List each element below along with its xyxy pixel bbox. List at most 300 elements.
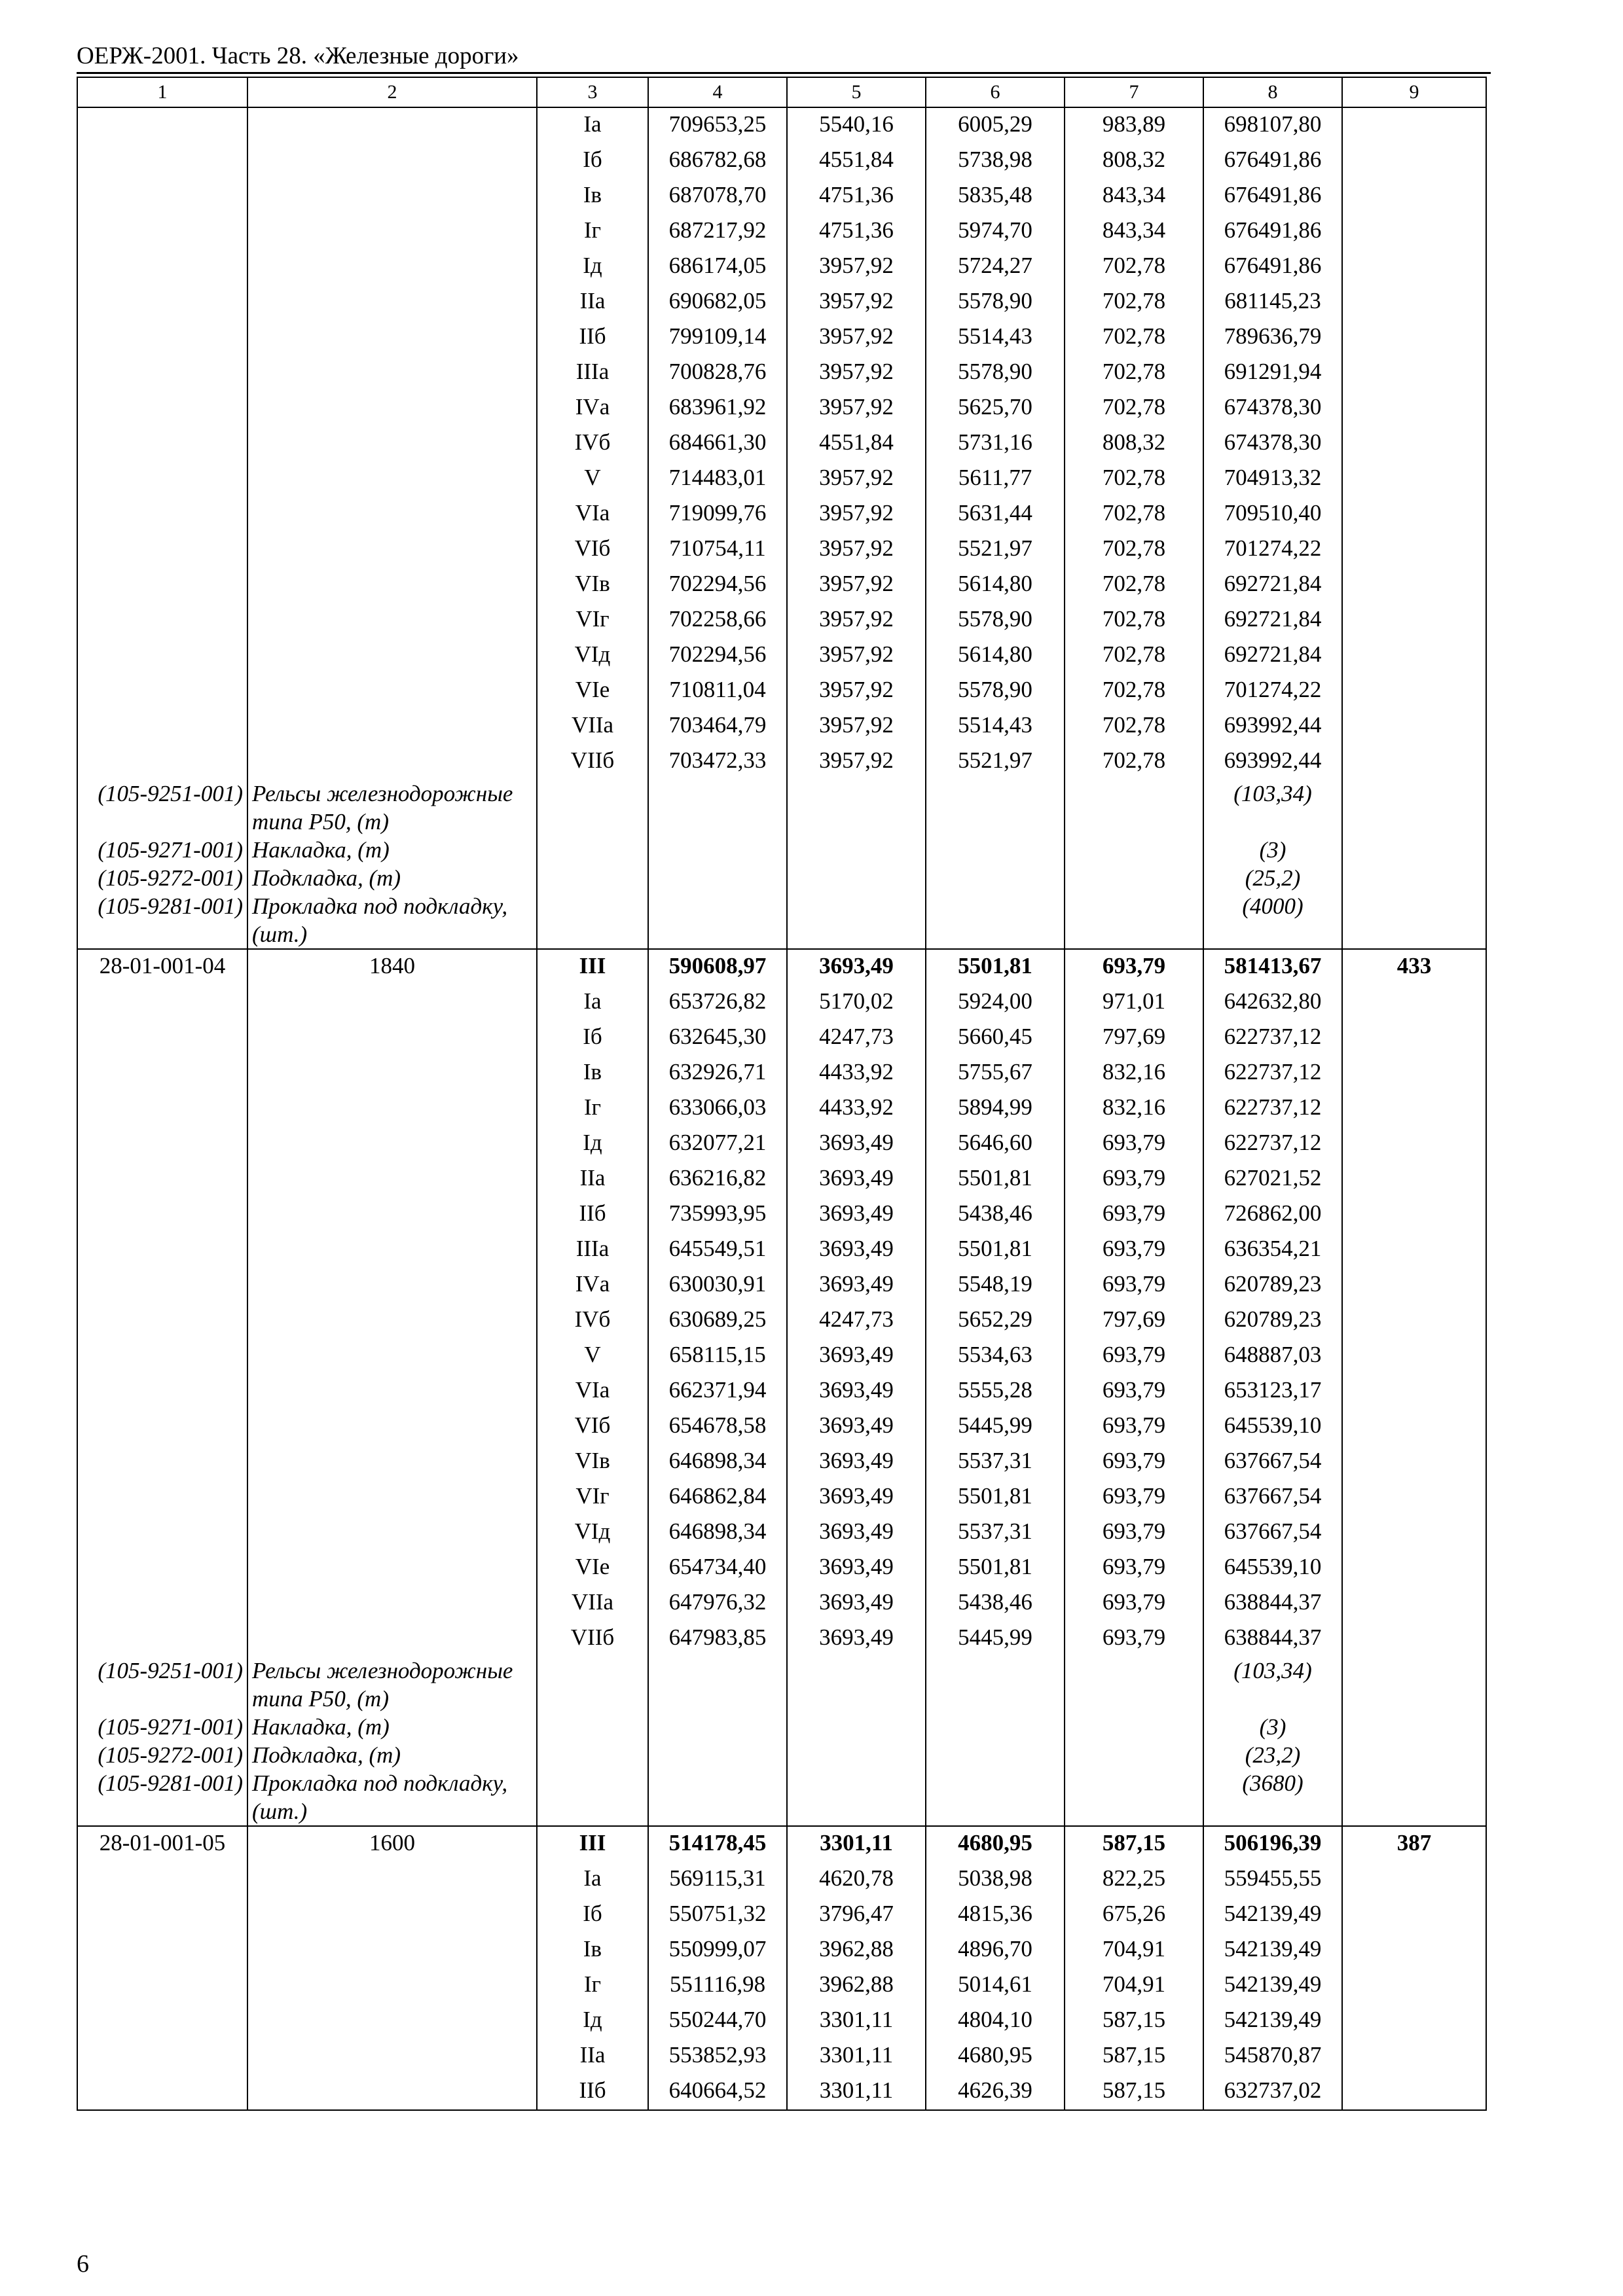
labor-hours-cell (1342, 391, 1486, 426)
rate-code-cell (77, 1862, 247, 1897)
labor-hours-cell (1342, 2003, 1486, 2039)
direct-cost-cell: 551116,98 (648, 1968, 787, 2003)
resource-name-cell: Накладка, (т) (247, 1713, 537, 1741)
empty-cell (1065, 1657, 1203, 1713)
machine-cost-cell: 5501,81 (926, 1480, 1065, 1515)
machinist-wages-cell: 693,79 (1065, 1409, 1203, 1444)
rate-name-cell (247, 1444, 537, 1480)
machine-cost-cell: 5835,48 (926, 179, 1065, 214)
machine-cost-cell: 5614,80 (926, 567, 1065, 603)
direct-cost-cell: 702258,66 (648, 603, 787, 638)
region-cell: IIа (537, 1162, 648, 1197)
empty-cell (926, 780, 1065, 836)
direct-cost-cell: 702294,56 (648, 567, 787, 603)
machine-cost-cell: 5755,67 (926, 1056, 1065, 1091)
rate-name-cell (247, 1897, 537, 1933)
labor-hours-cell (1342, 426, 1486, 461)
table-row (77, 2003, 1486, 2039)
table-row (77, 1197, 1486, 1232)
direct-cost-cell: 646898,34 (648, 1515, 787, 1551)
direct-cost-cell: 640664,52 (648, 2074, 787, 2110)
rate-name-cell (247, 107, 537, 143)
machinist-wages-cell: 704,91 (1065, 1933, 1203, 1968)
machine-cost-cell: 4815,36 (926, 1897, 1065, 1933)
machine-cost-cell: 5438,46 (926, 1586, 1065, 1621)
machinist-wages-cell: 832,16 (1065, 1056, 1203, 1091)
rate-name-cell (247, 1162, 537, 1197)
rate-code-cell (77, 426, 247, 461)
labor-wages-cell: 3693,49 (787, 1338, 926, 1374)
labor-wages-cell: 5540,16 (787, 107, 926, 143)
materials-cost-cell: 638844,37 (1203, 1586, 1342, 1621)
materials-cost-cell: 681145,23 (1203, 285, 1342, 320)
machinist-wages-cell: 587,15 (1065, 2003, 1203, 2039)
labor-hours-cell (1342, 320, 1486, 355)
labor-hours-cell (1342, 1968, 1486, 2003)
materials-cost-cell: 636354,21 (1203, 1232, 1342, 1268)
rate-name-cell (247, 426, 537, 461)
materials-cost-cell: 637667,54 (1203, 1515, 1342, 1551)
materials-cost-cell: 692721,84 (1203, 567, 1342, 603)
empty-cell (648, 1741, 787, 1769)
machine-cost-cell: 4804,10 (926, 2003, 1065, 2039)
empty-cell (787, 1713, 926, 1741)
direct-cost-cell: 569115,31 (648, 1862, 787, 1897)
resource-code-cell: (105-9281-001) (77, 1769, 247, 1826)
table-row (77, 709, 1486, 744)
machinist-wages-cell: 702,78 (1065, 461, 1203, 497)
header-rule (77, 72, 1491, 74)
machine-cost-cell: 5731,16 (926, 426, 1065, 461)
machinist-wages-cell: 693,79 (1065, 1197, 1203, 1232)
direct-cost-cell: 703472,33 (648, 744, 787, 780)
page-header: ОЕРЖ-2001. Часть 28. «Железные дороги» (77, 43, 519, 69)
table-row (77, 1826, 1486, 1862)
empty-cell (648, 892, 787, 949)
empty-cell (1065, 892, 1203, 949)
machinist-wages-cell: 702,78 (1065, 320, 1203, 355)
direct-cost-cell: 658115,15 (648, 1338, 787, 1374)
rate-code-cell (77, 320, 247, 355)
region-cell: Iв (537, 179, 648, 214)
materials-cost-cell: 642632,80 (1203, 985, 1342, 1020)
rate-code-cell (77, 2039, 247, 2074)
machine-cost-cell: 5501,81 (926, 1162, 1065, 1197)
materials-cost-cell: 632737,02 (1203, 2074, 1342, 2110)
table-row (77, 497, 1486, 532)
rate-name-cell (247, 1409, 537, 1444)
labor-hours-cell (1342, 1338, 1486, 1374)
empty-cell (787, 892, 926, 949)
machine-cost-cell: 5578,90 (926, 355, 1065, 391)
labor-wages-cell: 4751,36 (787, 179, 926, 214)
table-row (77, 143, 1486, 179)
page-number: 6 (77, 2250, 89, 2278)
rate-code-cell (77, 567, 247, 603)
direct-cost-cell: 647983,85 (648, 1621, 787, 1657)
empty-cell (648, 780, 787, 836)
materials-cost-cell: 542139,49 (1203, 1968, 1342, 2003)
rate-code-cell (77, 2074, 247, 2110)
labor-wages-cell: 3693,49 (787, 1621, 926, 1657)
empty-cell (1342, 836, 1486, 864)
empty-cell (1065, 836, 1203, 864)
labor-hours-cell (1342, 214, 1486, 249)
materials-cost-cell: 627021,52 (1203, 1162, 1342, 1197)
labor-hours-cell (1342, 285, 1486, 320)
table-row (77, 1897, 1486, 1933)
rate-name-cell (247, 567, 537, 603)
direct-cost-cell: 636216,82 (648, 1162, 787, 1197)
region-cell: VIIа (537, 1586, 648, 1621)
rate-code-cell (77, 461, 247, 497)
labor-wages-cell: 3957,92 (787, 497, 926, 532)
materials-cost-cell: 622737,12 (1203, 1126, 1342, 1162)
region-cell: Iб (537, 1020, 648, 1056)
labor-hours-cell (1342, 1056, 1486, 1091)
rate-name-cell: 1600 (247, 1826, 537, 1862)
materials-cost-cell: 648887,03 (1203, 1338, 1342, 1374)
materials-cost-cell: 581413,67 (1203, 949, 1342, 985)
rate-code-cell (77, 1056, 247, 1091)
empty-cell (926, 1713, 1065, 1741)
empty-cell (648, 1657, 787, 1713)
empty-cell (1342, 1713, 1486, 1741)
materials-cost-cell: 622737,12 (1203, 1020, 1342, 1056)
resource-name-cell: Подкладка, (т) (247, 1741, 537, 1769)
rate-code-cell (77, 1162, 247, 1197)
machinist-wages-cell: 702,78 (1065, 744, 1203, 780)
empty-cell (926, 892, 1065, 949)
region-cell: Iб (537, 143, 648, 179)
table-row (77, 1126, 1486, 1162)
labor-wages-cell: 3796,47 (787, 1897, 926, 1933)
empty-cell (787, 864, 926, 892)
direct-cost-cell: 654734,40 (648, 1551, 787, 1586)
labor-wages-cell: 4433,92 (787, 1056, 926, 1091)
resource-qty-cell: (3) (1203, 836, 1342, 864)
labor-hours-cell (1342, 985, 1486, 1020)
direct-cost-cell: 719099,76 (648, 497, 787, 532)
machine-cost-cell: 5724,27 (926, 249, 1065, 285)
region-cell: IVб (537, 426, 648, 461)
resource-row (77, 864, 1486, 892)
resource-qty-cell: (103,34) (1203, 1657, 1342, 1713)
machinist-wages-cell: 702,78 (1065, 249, 1203, 285)
machinist-wages-cell: 832,16 (1065, 1091, 1203, 1126)
rate-name-cell (247, 603, 537, 638)
table-row (77, 1338, 1486, 1374)
empty-cell (926, 1657, 1065, 1713)
rate-code-cell (77, 1268, 247, 1303)
region-cell: Iд (537, 2003, 648, 2039)
rate-code-cell (77, 249, 247, 285)
rate-code-cell (77, 1515, 247, 1551)
rate-name-cell (247, 143, 537, 179)
rate-code-cell (77, 107, 247, 143)
labor-wages-cell: 3301,11 (787, 2003, 926, 2039)
region-cell: Iа (537, 985, 648, 1020)
table-row (77, 567, 1486, 603)
rate-code-cell (77, 1232, 247, 1268)
empty-cell (1342, 892, 1486, 949)
direct-cost-cell: 710811,04 (648, 673, 787, 709)
labor-wages-cell: 3693,49 (787, 1197, 926, 1232)
materials-cost-cell: 622737,12 (1203, 1091, 1342, 1126)
rate-code-cell (77, 214, 247, 249)
materials-cost-cell: 676491,86 (1203, 179, 1342, 214)
empty-cell (1342, 1769, 1486, 1826)
materials-cost-cell: 692721,84 (1203, 603, 1342, 638)
labor-hours-cell (1342, 673, 1486, 709)
rate-name-cell (247, 1338, 537, 1374)
table-row (77, 285, 1486, 320)
machinist-wages-cell: 693,79 (1065, 1515, 1203, 1551)
labor-wages-cell: 3693,49 (787, 1444, 926, 1480)
resource-row (77, 1713, 1486, 1741)
rate-name-cell (247, 1056, 537, 1091)
machinist-wages-cell: 587,15 (1065, 2039, 1203, 2074)
labor-wages-cell: 5170,02 (787, 985, 926, 1020)
empty-cell (1065, 864, 1203, 892)
rate-name-cell (247, 461, 537, 497)
machine-cost-cell: 5537,31 (926, 1515, 1065, 1551)
machine-cost-cell: 5548,19 (926, 1268, 1065, 1303)
labor-hours-cell (1342, 1126, 1486, 1162)
empty-cell (537, 780, 648, 836)
rate-name-cell (247, 391, 537, 426)
resource-code-cell: (105-9271-001) (77, 1713, 247, 1741)
rate-name-cell (247, 673, 537, 709)
machinist-wages-cell: 983,89 (1065, 107, 1203, 143)
direct-cost-cell: 735993,95 (648, 1197, 787, 1232)
resource-row (77, 1741, 1486, 1769)
rate-name-cell (247, 532, 537, 567)
empty-cell (1342, 1741, 1486, 1769)
machinist-wages-cell: 675,26 (1065, 1897, 1203, 1933)
resource-name-cell: Подкладка, (т) (247, 864, 537, 892)
region-cell: VIе (537, 673, 648, 709)
labor-wages-cell: 4551,84 (787, 426, 926, 461)
region-cell: V (537, 1338, 648, 1374)
direct-cost-cell: 632645,30 (648, 1020, 787, 1056)
direct-cost-cell: 646898,34 (648, 1444, 787, 1480)
machinist-wages-cell: 587,15 (1065, 2074, 1203, 2110)
labor-hours-cell (1342, 1232, 1486, 1268)
direct-cost-cell: 684661,30 (648, 426, 787, 461)
labor-wages-cell: 3957,92 (787, 603, 926, 638)
region-cell: Iд (537, 249, 648, 285)
direct-cost-cell: 550999,07 (648, 1933, 787, 1968)
column-number-cell: 4 (648, 77, 787, 107)
empty-cell (648, 1769, 787, 1826)
rate-name-cell (247, 285, 537, 320)
resource-code-cell: (105-9251-001) (77, 1657, 247, 1713)
region-cell: Iг (537, 1968, 648, 2003)
rate-name-cell (247, 2003, 537, 2039)
labor-hours-cell (1342, 1551, 1486, 1586)
table-row (77, 985, 1486, 1020)
empty-cell (648, 1713, 787, 1741)
direct-cost-cell: 653726,82 (648, 985, 787, 1020)
machinist-wages-cell: 797,69 (1065, 1020, 1203, 1056)
labor-hours-cell (1342, 1374, 1486, 1409)
machinist-wages-cell: 693,79 (1065, 1586, 1203, 1621)
machine-cost-cell: 5445,99 (926, 1409, 1065, 1444)
materials-cost-cell: 542139,49 (1203, 1933, 1342, 1968)
materials-cost-cell: 638844,37 (1203, 1621, 1342, 1657)
table-row (77, 532, 1486, 567)
machine-cost-cell: 5578,90 (926, 673, 1065, 709)
column-number-cell: 6 (926, 77, 1065, 107)
empty-cell (787, 780, 926, 836)
labor-wages-cell: 3957,92 (787, 709, 926, 744)
labor-hours-cell (1342, 1933, 1486, 1968)
labor-wages-cell: 3957,92 (787, 532, 926, 567)
machinist-wages-cell: 693,79 (1065, 1232, 1203, 1268)
labor-hours-cell (1342, 532, 1486, 567)
machine-cost-cell: 5974,70 (926, 214, 1065, 249)
labor-hours-cell: 433 (1342, 949, 1486, 985)
table-row (77, 1933, 1486, 1968)
machine-cost-cell: 5894,99 (926, 1091, 1065, 1126)
direct-cost-cell: 686174,05 (648, 249, 787, 285)
labor-wages-cell: 3693,49 (787, 1586, 926, 1621)
region-cell: IIб (537, 1197, 648, 1232)
table-row (77, 2074, 1486, 2110)
region-cell: Iа (537, 107, 648, 143)
table-row (77, 426, 1486, 461)
materials-cost-cell: 637667,54 (1203, 1444, 1342, 1480)
rate-code-cell (77, 1126, 247, 1162)
resource-qty-cell: (25,2) (1203, 864, 1342, 892)
machinist-wages-cell: 702,78 (1065, 497, 1203, 532)
direct-cost-cell: 645549,51 (648, 1232, 787, 1268)
materials-cost-cell: 692721,84 (1203, 638, 1342, 673)
empty-cell (926, 836, 1065, 864)
rate-name-cell (247, 638, 537, 673)
labor-wages-cell: 3957,92 (787, 673, 926, 709)
materials-cost-cell: 542139,49 (1203, 2003, 1342, 2039)
rate-name-cell (247, 1621, 537, 1657)
rate-name-cell (247, 1862, 537, 1897)
rate-name-cell (247, 249, 537, 285)
column-number-cell: 2 (247, 77, 537, 107)
labor-hours-cell (1342, 107, 1486, 143)
machine-cost-cell: 5652,29 (926, 1303, 1065, 1338)
rate-name-cell (247, 497, 537, 532)
direct-cost-cell: 702294,56 (648, 638, 787, 673)
empty-cell (787, 836, 926, 864)
machine-cost-cell: 5738,98 (926, 143, 1065, 179)
machinist-wages-cell: 702,78 (1065, 532, 1203, 567)
rate-code-cell (77, 1409, 247, 1444)
region-cell: IIIа (537, 355, 648, 391)
direct-cost-cell: 683961,92 (648, 391, 787, 426)
machine-cost-cell: 5660,45 (926, 1020, 1065, 1056)
machine-cost-cell: 5625,70 (926, 391, 1065, 426)
rate-code-cell (77, 1091, 247, 1126)
rate-name-cell (247, 1586, 537, 1621)
rate-name-cell (247, 1551, 537, 1586)
materials-cost-cell: 645539,10 (1203, 1409, 1342, 1444)
resource-code-cell: (105-9272-001) (77, 1741, 247, 1769)
labor-hours-cell (1342, 2039, 1486, 2074)
labor-wages-cell: 3957,92 (787, 461, 926, 497)
column-number-cell: 3 (537, 77, 648, 107)
table-row (77, 1409, 1486, 1444)
empty-cell (648, 836, 787, 864)
direct-cost-cell: 710754,11 (648, 532, 787, 567)
region-cell: Iв (537, 1933, 648, 1968)
machine-cost-cell: 5014,61 (926, 1968, 1065, 2003)
region-cell: IIIа (537, 1232, 648, 1268)
machine-cost-cell: 5038,98 (926, 1862, 1065, 1897)
table-row (77, 1056, 1486, 1091)
region-cell: IVа (537, 391, 648, 426)
region-cell: VIв (537, 1444, 648, 1480)
rate-name-cell (247, 320, 537, 355)
labor-hours-cell (1342, 638, 1486, 673)
rate-name-cell (247, 214, 537, 249)
machinist-wages-cell: 702,78 (1065, 709, 1203, 744)
rate-code-cell (77, 1968, 247, 2003)
rate-name-cell: 1840 (247, 949, 537, 985)
region-cell: VIIб (537, 744, 648, 780)
labor-wages-cell: 3693,49 (787, 1232, 926, 1268)
machinist-wages-cell: 808,32 (1065, 143, 1203, 179)
table-row (77, 603, 1486, 638)
labor-hours-cell (1342, 1862, 1486, 1897)
machinist-wages-cell: 693,79 (1065, 1126, 1203, 1162)
labor-hours-cell (1342, 461, 1486, 497)
labor-wages-cell: 4751,36 (787, 214, 926, 249)
direct-cost-cell: 662371,94 (648, 1374, 787, 1409)
rate-code-cell (77, 143, 247, 179)
table-row (77, 949, 1486, 985)
region-cell: VIд (537, 638, 648, 673)
direct-cost-cell: 633066,03 (648, 1091, 787, 1126)
table-row (77, 1586, 1486, 1621)
empty-cell (1065, 780, 1203, 836)
empty-cell (1342, 1657, 1486, 1713)
empty-cell (537, 1769, 648, 1826)
region-cell: VIб (537, 1409, 648, 1444)
empty-cell (926, 864, 1065, 892)
region-cell: VIIб (537, 1621, 648, 1657)
machinist-wages-cell: 693,79 (1065, 1162, 1203, 1197)
rate-name-cell (247, 1268, 537, 1303)
resource-name-cell: Рельсы железнодорожные типа Р50, (т) (247, 1657, 537, 1713)
empty-cell (537, 1713, 648, 1741)
resource-code-cell: (105-9271-001) (77, 836, 247, 864)
materials-cost-cell: 637667,54 (1203, 1480, 1342, 1515)
machinist-wages-cell: 693,79 (1065, 1268, 1203, 1303)
machine-cost-cell: 5521,97 (926, 744, 1065, 780)
rate-name-cell (247, 1020, 537, 1056)
rate-name-cell (247, 1197, 537, 1232)
direct-cost-cell: 632077,21 (648, 1126, 787, 1162)
rate-name-cell (247, 744, 537, 780)
machinist-wages-cell: 587,15 (1065, 1826, 1203, 1862)
table-row (77, 1268, 1486, 1303)
rate-name-cell (247, 2074, 537, 2110)
resource-row (77, 836, 1486, 864)
column-number-cell: 9 (1342, 77, 1486, 107)
labor-hours-cell (1342, 709, 1486, 744)
machinist-wages-cell: 702,78 (1065, 391, 1203, 426)
machinist-wages-cell: 693,79 (1065, 1480, 1203, 1515)
